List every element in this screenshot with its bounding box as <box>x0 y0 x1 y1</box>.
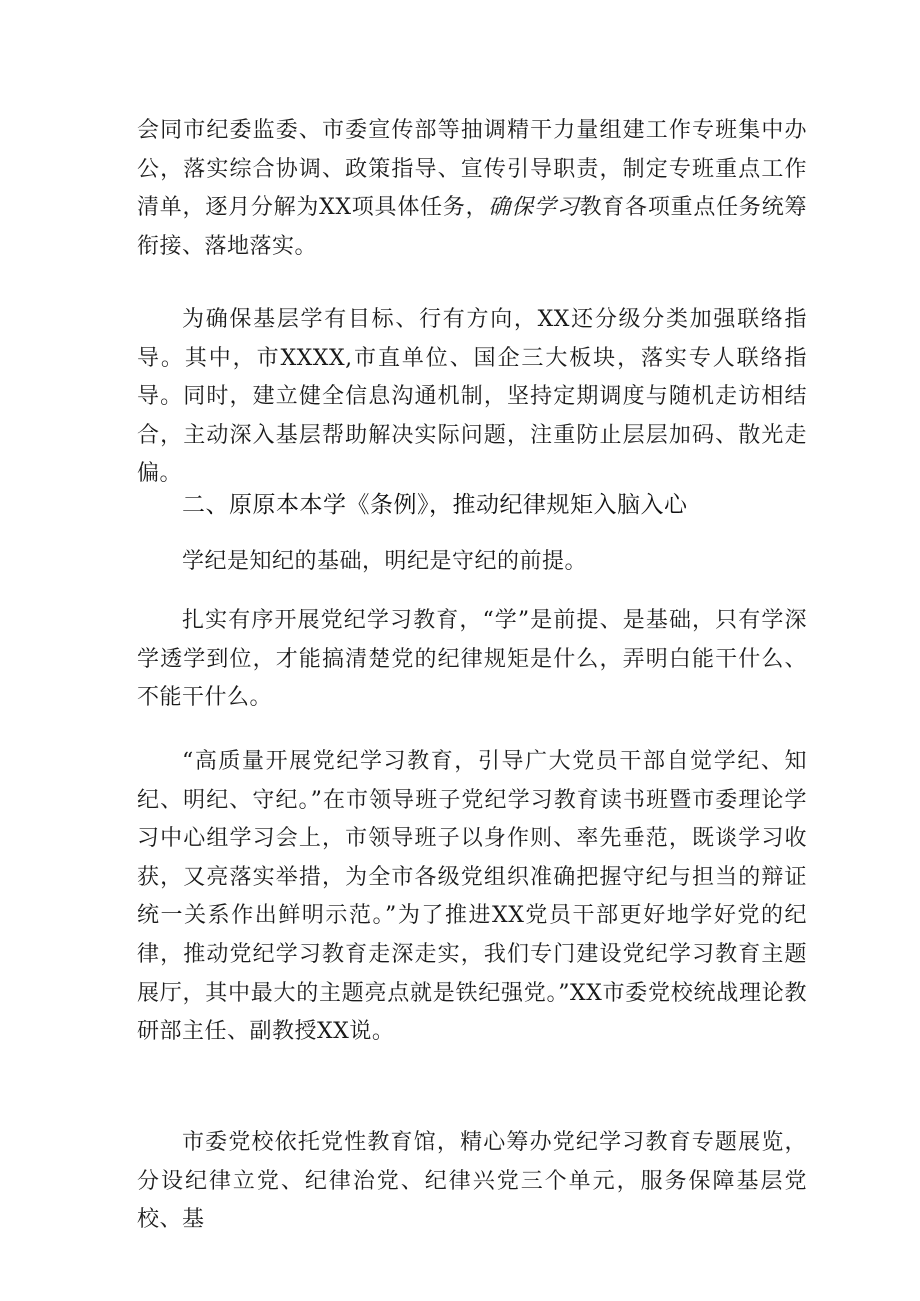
paragraph-work-team-text: 会同市纪委监委、市委宣传部等抽调精干力量组建工作专班集中办公，落实综合协调、政策指导、宣传引导职责，制定专班重点工作清单，逐月分解为XX项具体任务， <box>137 118 807 221</box>
paragraph-liaison-guidance: 为确保基层学有目标、行有方向，XX还分级分类加强联络指导。其中，市XXXX,市直单位、国企三大板块，落实专人联络指导。同时，建立健全信息沟通机制，坚持定期调度与随机走访相结合，主动深入基层帮助解决实际问题，注重防止层层加码、散光走偏。 <box>137 307 807 487</box>
paragraph-study-foundation: 扎实有序开展党纪学习教育，“学”是前提、是基础，只有学深学透学到位，才能搞清楚党的纪律规矩是什么，弄明白能干什么、不能干什么。 <box>137 608 807 711</box>
paragraph-work-team-tail: 教育各项重点任务统筹衔接、落地落实。 <box>137 195 807 259</box>
paragraph-work-team <box>137 112 807 266</box>
section-heading-2: 二、原原本本学《条例》，推动纪律规矩入脑入心 <box>182 492 688 518</box>
emphasis-text: 确保学习 <box>488 195 580 221</box>
paragraph-quote-leadership: “高质量开展党纪学习教育，引导广大党员干部自觉学纪、知纪、明纪、守纪。”在市领导班子党纪学习教育读书班暨市委理论学习中心组学习会上，市领导班子以身作则、率先垂范，既谈学习收获，又亮落实举措，为全市各级党组织准确把握守纪与担当的辩证统一关系作出鲜明示范。”为了推进XX党员干部更好地学好党的纪律，推动党纪学习教育走深走实，我们专门建设党纪学习教育主题展厅，其中最大的主题亮点就是铁纪强党。”XX市委党校统战理论教研部主任、副教授XX说。 <box>137 749 807 1045</box>
paragraph-learn-discipline: 学纪是知纪的基础，明纪是守纪的前提。 <box>182 549 588 574</box>
paragraph-party-school: 市委党校依托党性教育馆，精心筹办党纪学习教育专题展览，分设纪律立党、纪律治党、纪律兴党三个单元，服务保障基层党校、基 <box>137 1130 807 1233</box>
